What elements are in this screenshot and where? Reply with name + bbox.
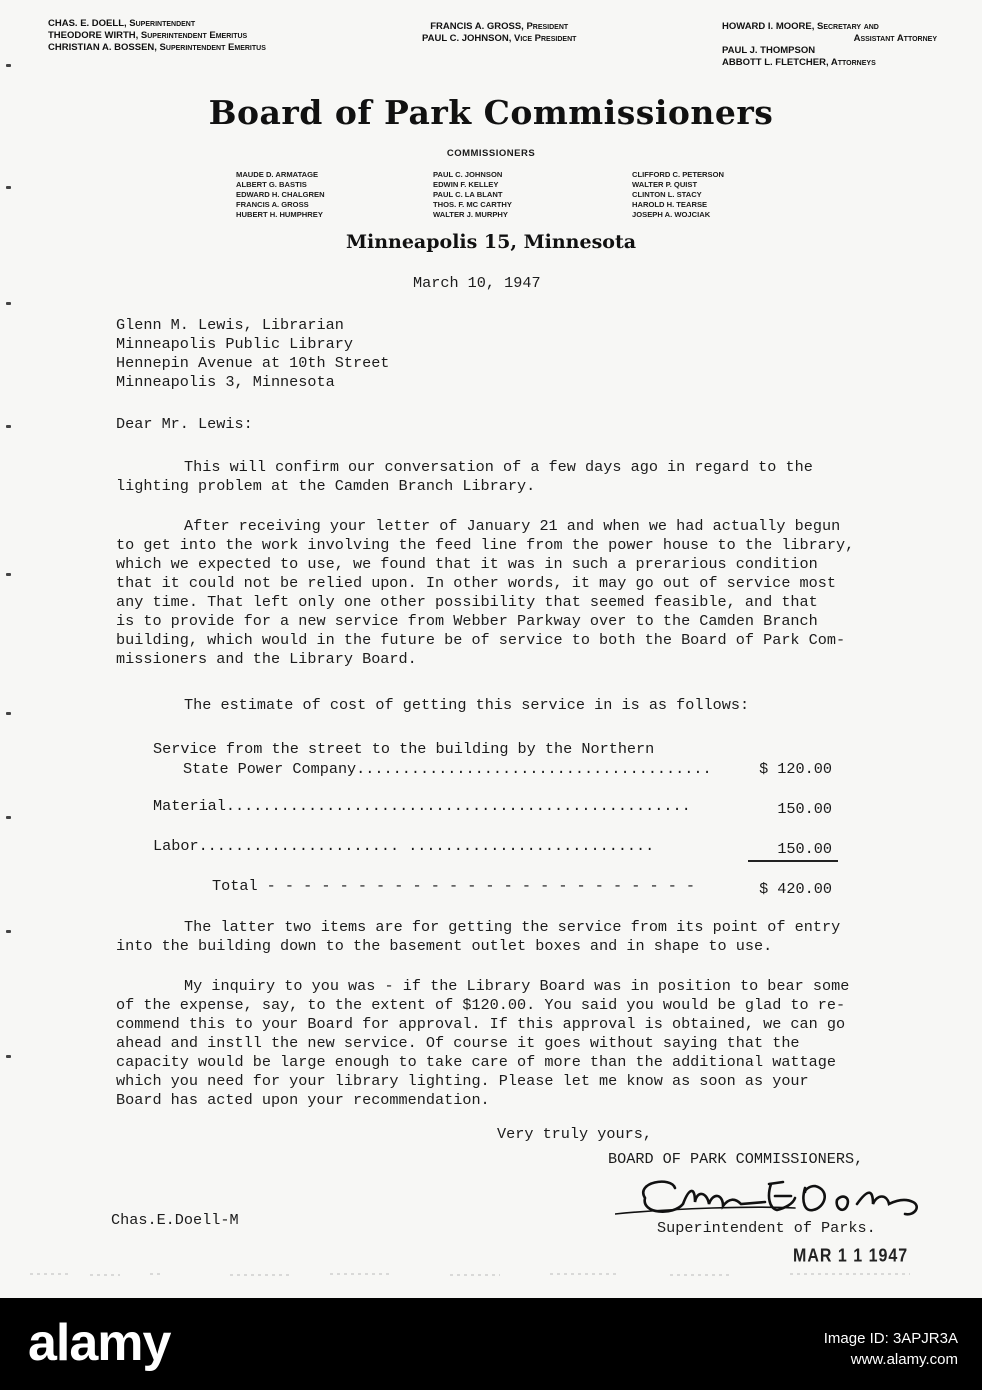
address-line: Hennepin Avenue at 10th Street [116, 354, 390, 372]
watermark-image-id: Image ID: 3APJR3A [823, 1330, 958, 1347]
commissioner-name: FRANCIS A. GROSS [236, 200, 309, 209]
watermark-logo: alamy [28, 1314, 171, 1372]
commissioner-name: JOSEPH A. WOJCIAK [632, 210, 711, 219]
address-line: Minneapolis Public Library [116, 335, 353, 353]
commissioner-name: HAROLD H. TEARSE [632, 200, 708, 209]
letterhead-title: Board of Park Commissioners [208, 93, 774, 132]
estimate-item-line: Service from the street to the building by the Northern [153, 740, 655, 758]
text-line: commend this to your Board for approval. If this approval is obtained, we can go [116, 1015, 846, 1033]
text-line: to get into the work involving the feed line from the power house to the library, [116, 536, 855, 554]
text-line: into the building down to the basement outlet boxes and in shape to use. [116, 937, 773, 955]
estimate-total-label: Total - - - - - - - - - - - - - - - - - - - - - - - - [212, 877, 696, 895]
margin-mark [6, 425, 11, 428]
text-line: that it could not be relied upon. In other words, it may go out of service most [116, 574, 837, 592]
text-line: building, which would in the future be of service to both the Board of Park Com- [116, 631, 846, 649]
commissioner-name: WALTER P. QUIST [632, 180, 698, 189]
text-line: This will confirm our conversation of a few days ago in regard to the [184, 458, 813, 476]
commissioners-column [433, 170, 512, 220]
signer-title: Superintendent of Parks. [657, 1219, 876, 1237]
officer-line: CHRISTIAN A. BOSSEN, Superintendent Emeritus [48, 42, 266, 53]
total-underline [748, 860, 838, 862]
text-line: The latter two items are for getting the service from its point of entry [184, 918, 841, 936]
officer-line: HOWARD I. MOORE, Secretary and [722, 21, 879, 32]
commissioner-name: PAUL C. JOHNSON [433, 170, 503, 179]
officer-line: Assistant Attorney [853, 33, 937, 44]
paragraph-3 [116, 918, 840, 956]
officer-line: FRANCIS A. GROSS, President [430, 21, 569, 32]
estimate-amount: 150.00 [777, 800, 832, 818]
officer-line: CHAS. E. DOELL, Superintendent [48, 18, 196, 29]
estimate-total-amount: $ 420.00 [759, 880, 832, 898]
text-line: My inquiry to you was - if the Library Board was in position to bear some [184, 977, 850, 995]
address-line: Glenn M. Lewis, Librarian [116, 316, 344, 334]
received-date-stamp: MAR 1 1 1947 [793, 1246, 909, 1267]
margin-mark [6, 816, 11, 819]
text-line: which we expected to use, we found that it was in such a prerarious condition [116, 555, 818, 573]
text-line: ahead and instll the new service. Of course it goes without saying that the [116, 1034, 800, 1052]
margin-mark [6, 302, 11, 305]
estimate-item-line: Labor...................... ........................... [153, 837, 655, 855]
officer-line: ABBOTT L. FLETCHER, Attorneys [722, 57, 876, 68]
letter-date: March 10, 1947 [413, 274, 541, 292]
salutation: Dear Mr. Lewis: [116, 415, 253, 433]
margin-mark [6, 1055, 11, 1058]
commissioner-name: THOS. F. MC CARTHY [433, 200, 512, 209]
closing: Very truly yours, [497, 1125, 652, 1143]
recipient-address [116, 316, 389, 392]
address-line: Minneapolis 3, Minnesota [116, 373, 335, 391]
organization-name: BOARD OF PARK COMMISSIONERS, [608, 1150, 864, 1168]
commissioner-name: CLIFFORD C. PETERSON [632, 170, 724, 179]
paragraph-2 [116, 517, 854, 669]
text-line: Board has acted upon your recommendation. [116, 1091, 490, 1109]
text-line: capacity would be large enough to take care of more than the additional wattage [116, 1053, 837, 1071]
commissioner-name: PAUL C. LA BLANT [433, 190, 503, 199]
scan-noise [30, 1268, 950, 1280]
paragraph-1 [116, 458, 813, 496]
commissioner-name: EDWARD H. CHALGREN [236, 190, 325, 199]
commissioner-name: MAUDE D. ARMATAGE [236, 170, 319, 179]
commissioner-name: HUBERT H. HUMPHREY [236, 210, 323, 219]
margin-mark [6, 573, 11, 576]
estimate-amount: $ 120.00 [759, 760, 832, 778]
margin-mark [6, 930, 11, 933]
text-line: lighting problem at the Camden Branch Library. [116, 477, 536, 495]
margin-mark [6, 712, 11, 715]
letterhead-city: Minneapolis 15, Minnesota [345, 231, 637, 253]
officer-line: THEODORE WIRTH, Superintendent Emeritus [48, 30, 248, 41]
typist-initials: Chas.E.Doell-M [111, 1211, 239, 1229]
estimate-amount: 150.00 [777, 840, 832, 858]
letterhead-right [722, 21, 937, 69]
officer-line: PAUL C. JOHNSON, Vice President [422, 33, 577, 44]
text-line: missioners and the Library Board. [116, 650, 417, 668]
letterhead-center [422, 21, 576, 45]
margin-mark [6, 186, 11, 189]
paragraph-4 [116, 977, 849, 1110]
estimate-item-line: Material................................................... [153, 797, 691, 815]
letterhead-left [48, 18, 266, 54]
commissioners-column [632, 170, 724, 220]
estimate-item-line: State Power Company....................................... [183, 760, 712, 778]
officer-line: PAUL J. THOMPSON [722, 45, 816, 56]
estimate-intro: The estimate of cost of getting this service in is as follows: [184, 696, 750, 714]
commissioners-column [236, 170, 325, 220]
commissioner-name: CLINTON L. STACY [632, 190, 702, 199]
text-line: which you need for your library lighting. Please let me know as soon as your [116, 1072, 809, 1090]
text-line: any time. That left only one other possibility that seemed feasible, and that [116, 593, 818, 611]
commissioner-name: ALBERT G. BASTIS [236, 180, 307, 189]
text-line: After receiving your letter of January 21 and when we had actually begun [184, 517, 841, 535]
watermark-url: www.alamy.com [850, 1351, 958, 1368]
text-line: of the expense, say, to the extent of $120.00. You said you would be glad to re- [116, 996, 846, 1014]
text-line: is to provide for a new service from Webber Parkway over to the Camden Branch [116, 612, 818, 630]
commissioner-name: WALTER J. MURPHY [433, 210, 508, 219]
commissioner-name: EDWIN F. KELLEY [433, 180, 499, 189]
margin-mark [6, 64, 11, 67]
commissioners-label: COMMISSIONERS [446, 148, 536, 159]
